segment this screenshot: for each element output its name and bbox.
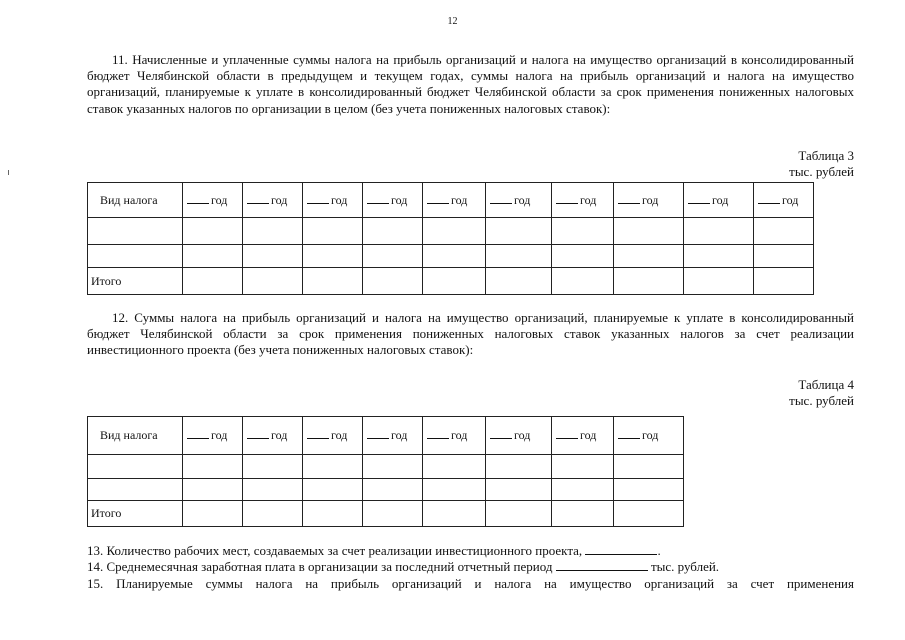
table-cell[interactable] bbox=[243, 501, 303, 527]
table-cell[interactable] bbox=[303, 455, 363, 479]
table-3-year-header[interactable] bbox=[363, 183, 423, 218]
table-4-year-header[interactable] bbox=[183, 417, 243, 455]
year-label bbox=[367, 428, 407, 442]
table-3-row bbox=[88, 218, 814, 245]
year-label bbox=[490, 193, 530, 207]
table-4-row bbox=[88, 479, 684, 501]
table-cell[interactable] bbox=[243, 218, 303, 245]
table-cell[interactable] bbox=[552, 218, 614, 245]
table-4 bbox=[87, 416, 684, 527]
year-label bbox=[247, 193, 287, 207]
table-3-year-header[interactable] bbox=[183, 183, 243, 218]
year-label bbox=[490, 428, 530, 442]
table-cell[interactable] bbox=[88, 245, 183, 268]
year-blank-field[interactable] bbox=[688, 193, 710, 204]
table-cell[interactable] bbox=[303, 245, 363, 268]
year-label bbox=[688, 193, 728, 207]
table-3-caption: Таблица 3 bbox=[798, 148, 854, 163]
table-3 bbox=[87, 182, 814, 295]
table-4-caption-block bbox=[789, 377, 854, 409]
table-3-year-header[interactable] bbox=[423, 183, 486, 218]
table-cell[interactable] bbox=[243, 268, 303, 295]
table-4-year-header[interactable] bbox=[614, 417, 684, 455]
year-blank-field[interactable] bbox=[618, 428, 640, 439]
table-cell[interactable] bbox=[552, 455, 614, 479]
year-blank-field[interactable] bbox=[367, 193, 389, 204]
table-cell[interactable] bbox=[552, 501, 614, 527]
section-11-number: 11. bbox=[112, 52, 128, 67]
table-cell[interactable] bbox=[183, 479, 243, 501]
item-15 bbox=[87, 576, 854, 592]
table-cell[interactable] bbox=[243, 455, 303, 479]
table-4-year-header[interactable] bbox=[486, 417, 552, 455]
table-cell[interactable] bbox=[423, 479, 486, 501]
table-3-unit: тыс. рублей bbox=[789, 164, 854, 179]
table-cell[interactable] bbox=[614, 479, 684, 501]
table-cell[interactable] bbox=[183, 455, 243, 479]
table-cell[interactable] bbox=[423, 218, 486, 245]
year-text: год bbox=[580, 428, 597, 442]
year-blank-field[interactable] bbox=[247, 428, 269, 439]
year-label bbox=[758, 193, 798, 207]
section-12-number: 12. bbox=[112, 310, 129, 325]
table-4-year-header[interactable] bbox=[303, 417, 363, 455]
table-3-year-header[interactable] bbox=[243, 183, 303, 218]
table-3-year-header[interactable] bbox=[552, 183, 614, 218]
table-cell[interactable] bbox=[243, 479, 303, 501]
year-blank-field[interactable] bbox=[427, 193, 449, 204]
table-cell[interactable] bbox=[614, 268, 684, 295]
table-3-year-header[interactable] bbox=[754, 183, 814, 218]
item-14-blank-field[interactable] bbox=[556, 559, 648, 571]
table-cell[interactable] bbox=[552, 268, 614, 295]
table-cell[interactable] bbox=[183, 501, 243, 527]
table-4-header-row bbox=[88, 417, 684, 455]
section-11-paragraph bbox=[87, 52, 854, 117]
table-cell[interactable] bbox=[614, 501, 684, 527]
year-blank-field[interactable] bbox=[307, 193, 329, 204]
year-text: год bbox=[331, 428, 348, 442]
table-3-year-header[interactable] bbox=[486, 183, 552, 218]
margin-mark bbox=[8, 170, 9, 175]
year-blank-field[interactable] bbox=[187, 428, 209, 439]
table-3-total-label: Итого bbox=[88, 268, 183, 295]
table-cell[interactable] bbox=[552, 245, 614, 268]
table-cell[interactable] bbox=[363, 479, 423, 501]
table-cell[interactable] bbox=[684, 245, 754, 268]
table-cell[interactable] bbox=[614, 218, 684, 245]
table-4-row bbox=[88, 455, 684, 479]
table-cell[interactable] bbox=[303, 501, 363, 527]
item-15-text: 15. Планируемые суммы налога на прибыль организаций и налога на имущество организаций за счет применения bbox=[87, 576, 854, 591]
table-cell[interactable] bbox=[88, 479, 183, 501]
item-13-end: . bbox=[657, 543, 661, 558]
item-14 bbox=[87, 559, 854, 575]
table-cell[interactable] bbox=[614, 245, 684, 268]
year-text: год bbox=[211, 192, 228, 207]
table-cell[interactable] bbox=[423, 501, 486, 527]
table-cell[interactable] bbox=[183, 218, 243, 245]
table-cell[interactable] bbox=[303, 479, 363, 501]
table-cell[interactable] bbox=[486, 268, 552, 295]
table-cell[interactable] bbox=[363, 268, 423, 295]
year-label bbox=[367, 193, 407, 207]
table-3-year-header[interactable] bbox=[684, 183, 754, 218]
table-cell[interactable] bbox=[303, 268, 363, 295]
table-cell[interactable] bbox=[754, 245, 814, 268]
table-cell[interactable] bbox=[552, 479, 614, 501]
table-cell[interactable] bbox=[183, 268, 243, 295]
table-3-year-header[interactable] bbox=[303, 183, 363, 218]
item-14-unit: тыс. рублей. bbox=[650, 559, 720, 574]
item-13-blank-field[interactable] bbox=[585, 543, 657, 555]
table-4-unit: тыс. рублей bbox=[789, 393, 854, 408]
table-cell[interactable] bbox=[88, 218, 183, 245]
year-text: год bbox=[514, 428, 531, 442]
table-cell[interactable] bbox=[684, 268, 754, 295]
section-12-paragraph bbox=[87, 310, 854, 359]
year-text: год bbox=[331, 192, 348, 207]
year-label bbox=[618, 193, 658, 207]
year-label bbox=[618, 428, 658, 442]
year-label bbox=[247, 428, 287, 442]
year-blank-field[interactable] bbox=[490, 193, 512, 204]
section-11-text: Начисленные и уплаченные суммы налога на прибыль организаций и налога на имущество организаций в консолидированный бюджет Челябинской области в предыдущем и текущем годах, суммы налога на прибыль организаций и налога на имущество организаций, планируемые к уплате в консолидированный бюджет Челябинской области за срок применения пониженных налоговых ставок указанных налогов по организации в целом (без учета пониженных налоговых ставок): bbox=[87, 52, 855, 116]
year-blank-field[interactable] bbox=[367, 428, 389, 439]
year-blank-field[interactable] bbox=[247, 193, 269, 204]
table-4-year-header[interactable] bbox=[423, 417, 486, 455]
year-blank-field[interactable] bbox=[618, 193, 640, 204]
table-3-row bbox=[88, 245, 814, 268]
table-cell[interactable] bbox=[754, 218, 814, 245]
year-blank-field[interactable] bbox=[556, 428, 578, 439]
year-label bbox=[187, 428, 227, 442]
item-13-text: 13. Количество рабочих мест, создаваемых за счет реализации инвестиционного проекта, bbox=[87, 543, 583, 558]
table-3-tax-type-header: Вид налога bbox=[88, 183, 183, 218]
year-text: год bbox=[271, 428, 288, 442]
section-12-text: Суммы налога на прибыль организаций и налога на имущество организаций, планируемые к уплате в консолидированный бюджет Челябинской области за срок применения пониженных налоговых ставок указанных налогов за счет реализации инвестиционного проекта (без учета пониженных налоговых ставок): bbox=[87, 310, 855, 358]
table-3-caption-block bbox=[789, 148, 854, 180]
year-text: год bbox=[211, 428, 228, 442]
year-text: год bbox=[451, 428, 468, 442]
table-4-year-header[interactable] bbox=[552, 417, 614, 455]
year-blank-field[interactable] bbox=[427, 428, 449, 439]
year-blank-field[interactable] bbox=[307, 428, 329, 439]
year-text: год bbox=[782, 192, 799, 207]
item-13 bbox=[87, 543, 854, 559]
year-text: год bbox=[271, 192, 288, 207]
year-blank-field[interactable] bbox=[187, 193, 209, 204]
table-cell[interactable] bbox=[243, 245, 303, 268]
table-4-caption: Таблица 4 bbox=[798, 377, 854, 392]
table-3-year-header[interactable] bbox=[614, 183, 684, 218]
year-label bbox=[427, 193, 467, 207]
year-label bbox=[307, 193, 347, 207]
table-cell[interactable] bbox=[88, 455, 183, 479]
year-text: год bbox=[642, 428, 659, 442]
page-number: 12 bbox=[447, 16, 458, 27]
table-cell[interactable] bbox=[486, 245, 552, 268]
table-cell[interactable] bbox=[754, 268, 814, 295]
table-cell[interactable] bbox=[486, 501, 552, 527]
year-text: год bbox=[712, 192, 729, 207]
year-label bbox=[556, 193, 596, 207]
year-blank-field[interactable] bbox=[758, 193, 780, 204]
year-blank-field[interactable] bbox=[490, 428, 512, 439]
table-cell[interactable] bbox=[423, 245, 486, 268]
year-text: год bbox=[580, 192, 597, 207]
table-3-total-row bbox=[88, 268, 814, 295]
table-cell[interactable] bbox=[363, 501, 423, 527]
year-label bbox=[187, 193, 227, 207]
item-14-text: 14. Среднемесячная заработная плата в организации за последний отчетный период bbox=[87, 559, 553, 574]
table-cell[interactable] bbox=[486, 218, 552, 245]
table-cell[interactable] bbox=[486, 455, 552, 479]
table-cell[interactable] bbox=[303, 218, 363, 245]
table-cell[interactable] bbox=[684, 218, 754, 245]
year-label bbox=[427, 428, 467, 442]
table-cell[interactable] bbox=[423, 268, 486, 295]
year-text: год bbox=[451, 192, 468, 207]
year-text: год bbox=[391, 192, 408, 207]
table-cell[interactable] bbox=[423, 455, 486, 479]
year-label bbox=[307, 428, 347, 442]
table-4-year-header[interactable] bbox=[243, 417, 303, 455]
year-label bbox=[556, 428, 596, 442]
table-cell[interactable] bbox=[363, 218, 423, 245]
year-text: год bbox=[514, 192, 531, 207]
table-cell[interactable] bbox=[183, 245, 243, 268]
year-blank-field[interactable] bbox=[556, 193, 578, 204]
table-4-tax-type-header: Вид налога bbox=[88, 417, 183, 455]
table-cell[interactable] bbox=[363, 455, 423, 479]
table-4-year-header[interactable] bbox=[363, 417, 423, 455]
table-cell[interactable] bbox=[614, 455, 684, 479]
table-cell[interactable] bbox=[363, 245, 423, 268]
table-cell[interactable] bbox=[486, 479, 552, 501]
table-4-total-row bbox=[88, 501, 684, 527]
year-text: год bbox=[391, 428, 408, 442]
table-4-total-label: Итого bbox=[88, 501, 183, 527]
year-text: год bbox=[642, 192, 659, 207]
table-3-header-row bbox=[88, 183, 814, 218]
